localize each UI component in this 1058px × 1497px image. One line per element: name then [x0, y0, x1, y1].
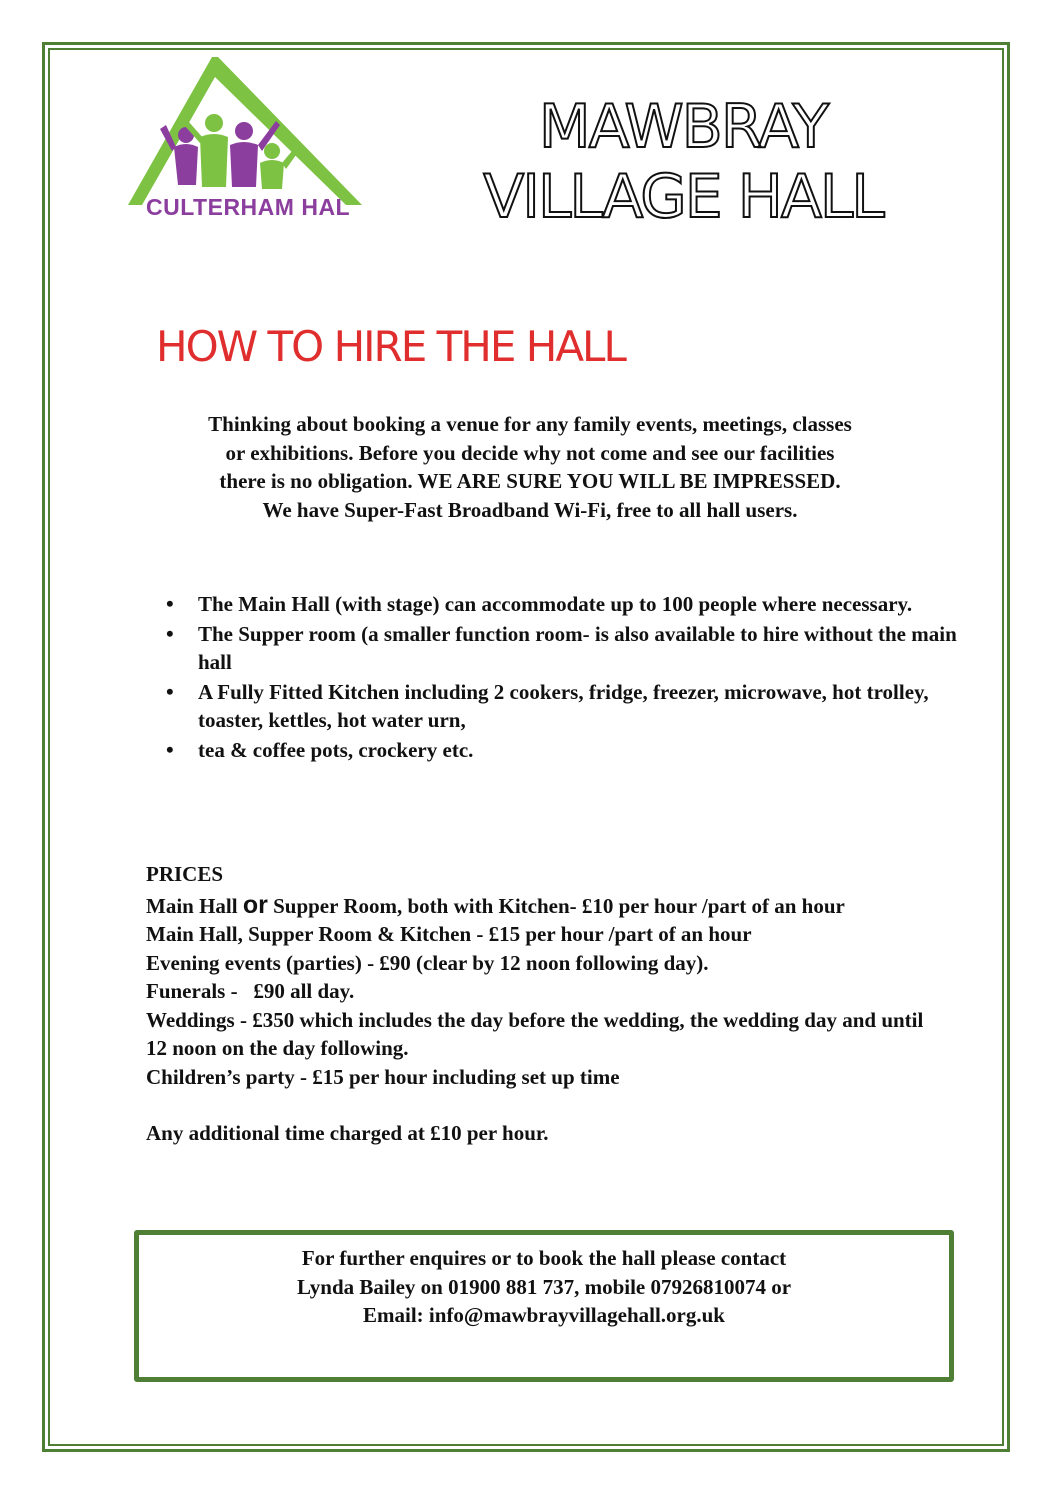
intro-line-4: We have Super-Fast Broadband Wi-Fi, free to all hall users. — [262, 497, 798, 522]
feature-item-kitchen: • A Fully Fitted Kitchen including 2 cookers, fridge, freezer, microwave, hot trolley, toaster, kettles, hot water urn, — [158, 678, 958, 735]
feature-item-crockery: • tea & coffee pots, crockery etc. — [158, 736, 958, 765]
price-line-funerals: Funerals - £90 all day. — [146, 979, 355, 1003]
feature-item-main-hall: • The Main Hall (with stage) can accommodate up to 100 people where necessary. — [158, 590, 958, 619]
section-heading: HOW TO HIRE THE HALL — [156, 322, 625, 371]
prices-section — [146, 860, 946, 1148]
price-line-1-part-a: Main Hall — [146, 893, 243, 918]
contact-email: Email: info@mawbrayvillagehall.org.uk — [363, 1303, 725, 1327]
prices-spacer — [146, 1091, 946, 1119]
page-title — [468, 92, 898, 232]
price-line-1-or: or — [242, 890, 268, 919]
price-line-evening-events: Evening events (parties) - £90 (clear by 12 noon following day). — [146, 950, 709, 975]
prices-heading: PRICES — [146, 862, 224, 886]
contact-details — [134, 1244, 954, 1330]
price-line-1-part-b: Supper Room, both with Kitchen- £10 per hour /part of an hour — [267, 893, 845, 918]
feature-item-supper-room: • The Supper room (a smaller function room- is also available to hire without the main hall — [158, 620, 958, 677]
price-line-main-or-supper — [146, 891, 946, 921]
contact-line-2: Lynda Bailey on 01900 881 737, mobile 07926810074 or — [296, 1274, 792, 1299]
intro-line-3: there is no obligation. WE ARE SURE YOU WILL BE IMPRESSED. — [219, 469, 841, 493]
intro-paragraph — [100, 410, 960, 524]
intro-line-1: Thinking about booking a venue for any family events, meetings, classes — [208, 412, 852, 436]
title-line-1: MAWBRAY — [538, 92, 828, 162]
intro-line-2: or exhibitions. Before you decide why not come and see our facilities — [225, 440, 835, 465]
price-line-all-rooms: Main Hall, Supper Room & Kitchen - £15 per hour /part of an hour — [146, 922, 752, 946]
title-line-2: VILLAGE HALL — [483, 162, 883, 232]
logo-text: CULTERHAM HAL — [146, 194, 351, 220]
price-line-childrens-party: Children’s party - £15 per hour including set up time — [146, 1064, 620, 1089]
contact-line-1: For further enquires or to book the hall please contact — [301, 1246, 787, 1270]
price-line-additional-time: Any additional time charged at £10 per hour. — [146, 1121, 549, 1145]
price-line-weddings: Weddings - £350 which includes the day before the wedding, the wedding day and until 12 noon on the day following. — [146, 1007, 924, 1060]
features-list — [158, 590, 958, 765]
